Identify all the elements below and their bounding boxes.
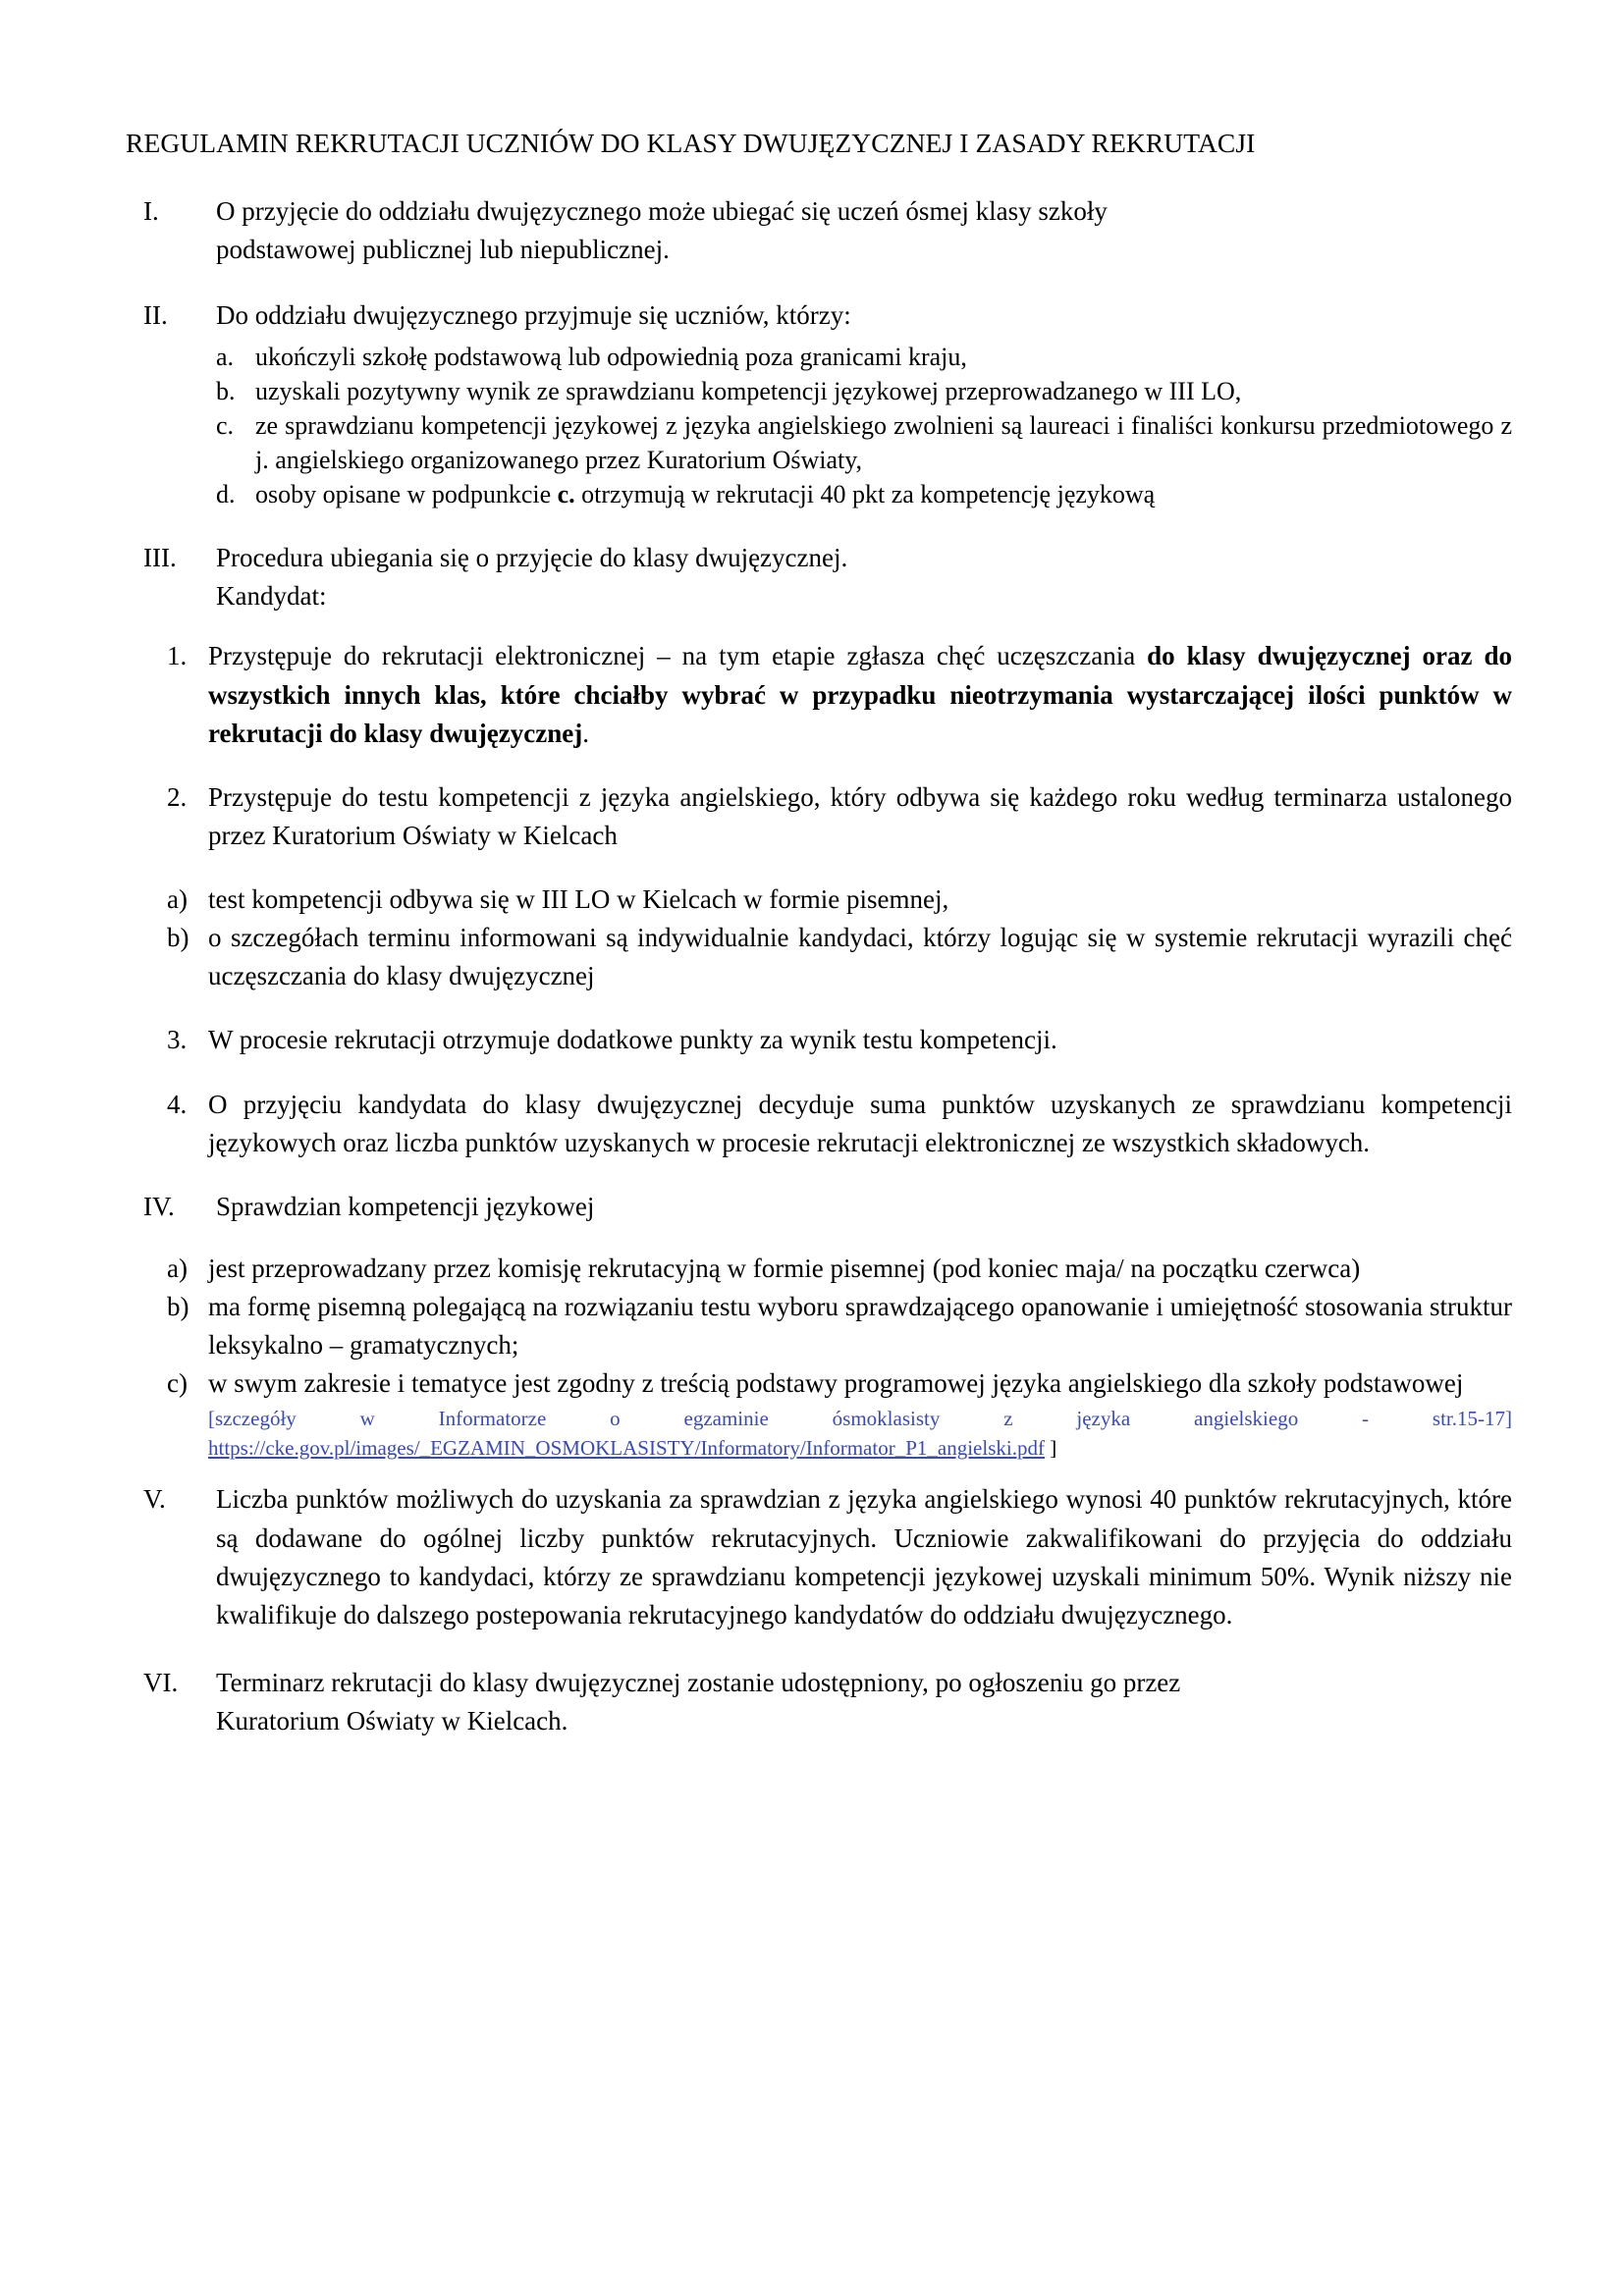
list-item [126,1021,1512,1059]
section-v-body: Liczba punktów możliwych do uzyskania za sprawdzian z języka angielskiego wynosi 40 punktów rekrutacyjnych, które są dodawane do ogólnej liczby punktów rekrutacyjnych. Uczniowie zakwalifikowani do przyjęcia do oddziału dwujęzycznego to kandydaci, którzy ze sprawdzianu kompetencji językowej uzyskali minimum 50%. Wynik niższy nie kwalifikuje do dalszego postepowania rekrutacyjnego kandydatów do oddziału dwujęzycznego. [216,1484,1512,1629]
section-iii-lead-2: Kandydat: [216,581,327,612]
list-item-marker: b. [216,376,236,405]
list-item [216,374,1512,408]
list-item [216,340,1512,374]
list-item-text-before: osoby opisane w podpunkcie [255,479,558,508]
section-i-line-1: O przyjęcie do oddziału dwujęzycznego może ubiegać się uczeń ósmej klasy szkoły [216,196,1108,227]
section-vi [126,1664,1512,1740]
list-item [126,919,1512,995]
page-title: REGULAMIN REKRUTACJI UCZNIÓW DO KLASY DWUJĘZYCZNEJ I ZASADY REKRUTACJI [126,128,1256,158]
section-i-line-2: podstawowej publicznej lub niepublicznej. [216,235,670,265]
section-ii-body [216,296,1512,511]
list-item-text-normal: Przystępuje do rekrutacji elektronicznej – na tym etapie zgłasza chęć uczęszczania [208,641,1148,671]
section-vi-line-1: Terminarz rekrutacji do klasy dwujęzycznej zostanie udostępniony, po ogłoszeniu go przez [216,1668,1181,1698]
list-item-text: Przystępuje do testu kompetencji z języka angielskiego, który odbywa się każdego roku według terminarza ustalonego przez Kuratorium Oświaty w Kielcach [208,781,1512,850]
informator-note [208,1404,1512,1464]
informator-link-row [208,1436,1056,1460]
list-item-text: o szczegółach terminu informowani są indywidualnie kandydaci, którzy logując się w systemie rekrutacji wyrazili chęć uczęszczania do klasy dwujęzycznej [208,923,1512,991]
list-item-text: O przyjęciu kandydata do klasy dwujęzycznej decyduje suma punktów uzyskanych ze sprawdzianu kompetencji językowych oraz liczba punktów uzyskanych w procesie rekrutacji elektronicznej ze wszystkich składowych. [208,1089,1512,1157]
list-item-text [208,1364,1512,1463]
list-item-marker: 3. [167,1025,188,1055]
list-item-text: ukończyli szkołę podstawową lub odpowiednią poza granicami kraju, [255,342,967,371]
list-item-text: jest przeprowadzany przez komisję rekrutacyjną w formie pisemnej (pod koniec maja/ na początku czerwca) [208,1254,1361,1284]
list-item-text [255,477,1512,511]
list-item [126,778,1512,855]
list-item-marker: a. [216,342,235,371]
section-iv-body [216,1188,1512,1226]
list-item-marker: a) [167,1254,188,1284]
section-ii-marker: II. [143,300,168,331]
list-item-marker: c. [216,410,235,440]
list-item [216,408,1512,477]
informator-note-close: ] [1044,1436,1057,1461]
section-iv [126,1188,1512,1226]
section-ii-list [216,340,1512,511]
section-vi-body [216,1664,1512,1740]
list-item-marker: c) [167,1368,188,1399]
document-body [126,126,1512,1740]
list-item-marker: 2. [167,781,188,812]
list-item-text: test kompetencji odbywa się w III LO w Kielcach w formie pisemnej, [208,884,949,915]
list-item-marker: b) [167,923,189,953]
list-item-text-after: otrzymują w rekrutacji 40 pkt za kompetencję językową [574,479,1156,508]
section-iv-marker: IV. [143,1191,175,1221]
section-iv-lead: Sprawdzian kompetencji językowej [216,1191,595,1221]
list-item [126,881,1512,919]
list-item [126,637,1512,752]
list-item-text-bold: c. [557,479,575,508]
section-vi-line-2: Kuratorium Oświaty w Kielcach. [216,1706,568,1736]
section-i [126,192,1512,269]
list-item-marker: b) [167,1292,189,1322]
section-ii-lead: Do oddziału dwujęzycznego przyjmuje się uczniów, którzy: [216,300,851,331]
section-i-marker: I. [143,196,159,227]
list-item-text: ma formę pisemną polegającą na rozwiązaniu testu wyboru sprawdzającego opanowanie i umiejętność stosowania struktur leksykalno – gramatycznych; [208,1292,1512,1361]
section-ii [126,296,1512,511]
section-vi-marker: VI. [143,1668,179,1698]
section-iii-paren-list [126,881,1512,995]
list-item [216,477,1512,511]
informator-pdf-link[interactable]: https://cke.gov.pl/images/_EGZAMIN_OSMOKLASISTY/Informatory/Informator_P1_angielski.pdf [208,1436,1045,1461]
list-item-text-main: w swym zakresie i tematyce jest zgodny z treścią podstawy programowej języka angielskiego dla szkoły podstawowej [208,1368,1464,1399]
list-item-text: ze sprawdzianu kompetencji językowej z języka angielskiego zwolnieni są laureaci i finaliści konkursu przedmiotowego z j. angielskiego organizowanego przez Kuratorium Oświaty, [255,410,1512,474]
section-iii-marker: III. [143,543,177,573]
section-iii-numbered-list-tail [126,1021,1512,1161]
section-iii-body [216,539,1512,615]
list-item-text-tail: . [582,718,589,748]
section-iv-list [126,1250,1512,1463]
list-item [126,1288,1512,1364]
list-item-marker: 4. [167,1089,188,1119]
section-i-body [216,192,1512,269]
list-item [126,1086,1512,1162]
list-item-text: W procesie rekrutacji otrzymuje dodatkowe punkty za wynik testu kompetencji. [208,1025,1057,1055]
list-item-marker: d. [216,479,236,508]
section-v [126,1480,1512,1634]
list-item-text: uzyskali pozytywny wynik ze sprawdzianu kompetencji językowej przeprowadzanego w III LO, [255,376,1242,405]
section-v-marker: V. [143,1484,166,1515]
list-item-text [208,637,1512,752]
list-item [126,1250,1512,1288]
list-item-marker: a) [167,884,188,915]
list-item [126,1364,1512,1463]
informator-note-text: [szczegóły w Informatorze o egzaminie ósmoklasisty z języka angielskiego - str.15-17] [208,1406,1512,1430]
section-iii-numbered-list [126,637,1512,855]
list-item-marker: 1. [167,641,188,671]
section-iii [126,539,1512,615]
section-iii-lead: Procedura ubiegania się o przyjęcie do klasy dwujęzycznej. [216,543,848,573]
list-item-text-bold: do klasy dwujęzycznej oraz do wszystkich innych klas, które chciałby wybrać w przypadku nieotrzymania wystarczającej ilości punktów w rekrutacji do klasy dwujęzycznej [208,641,1512,748]
